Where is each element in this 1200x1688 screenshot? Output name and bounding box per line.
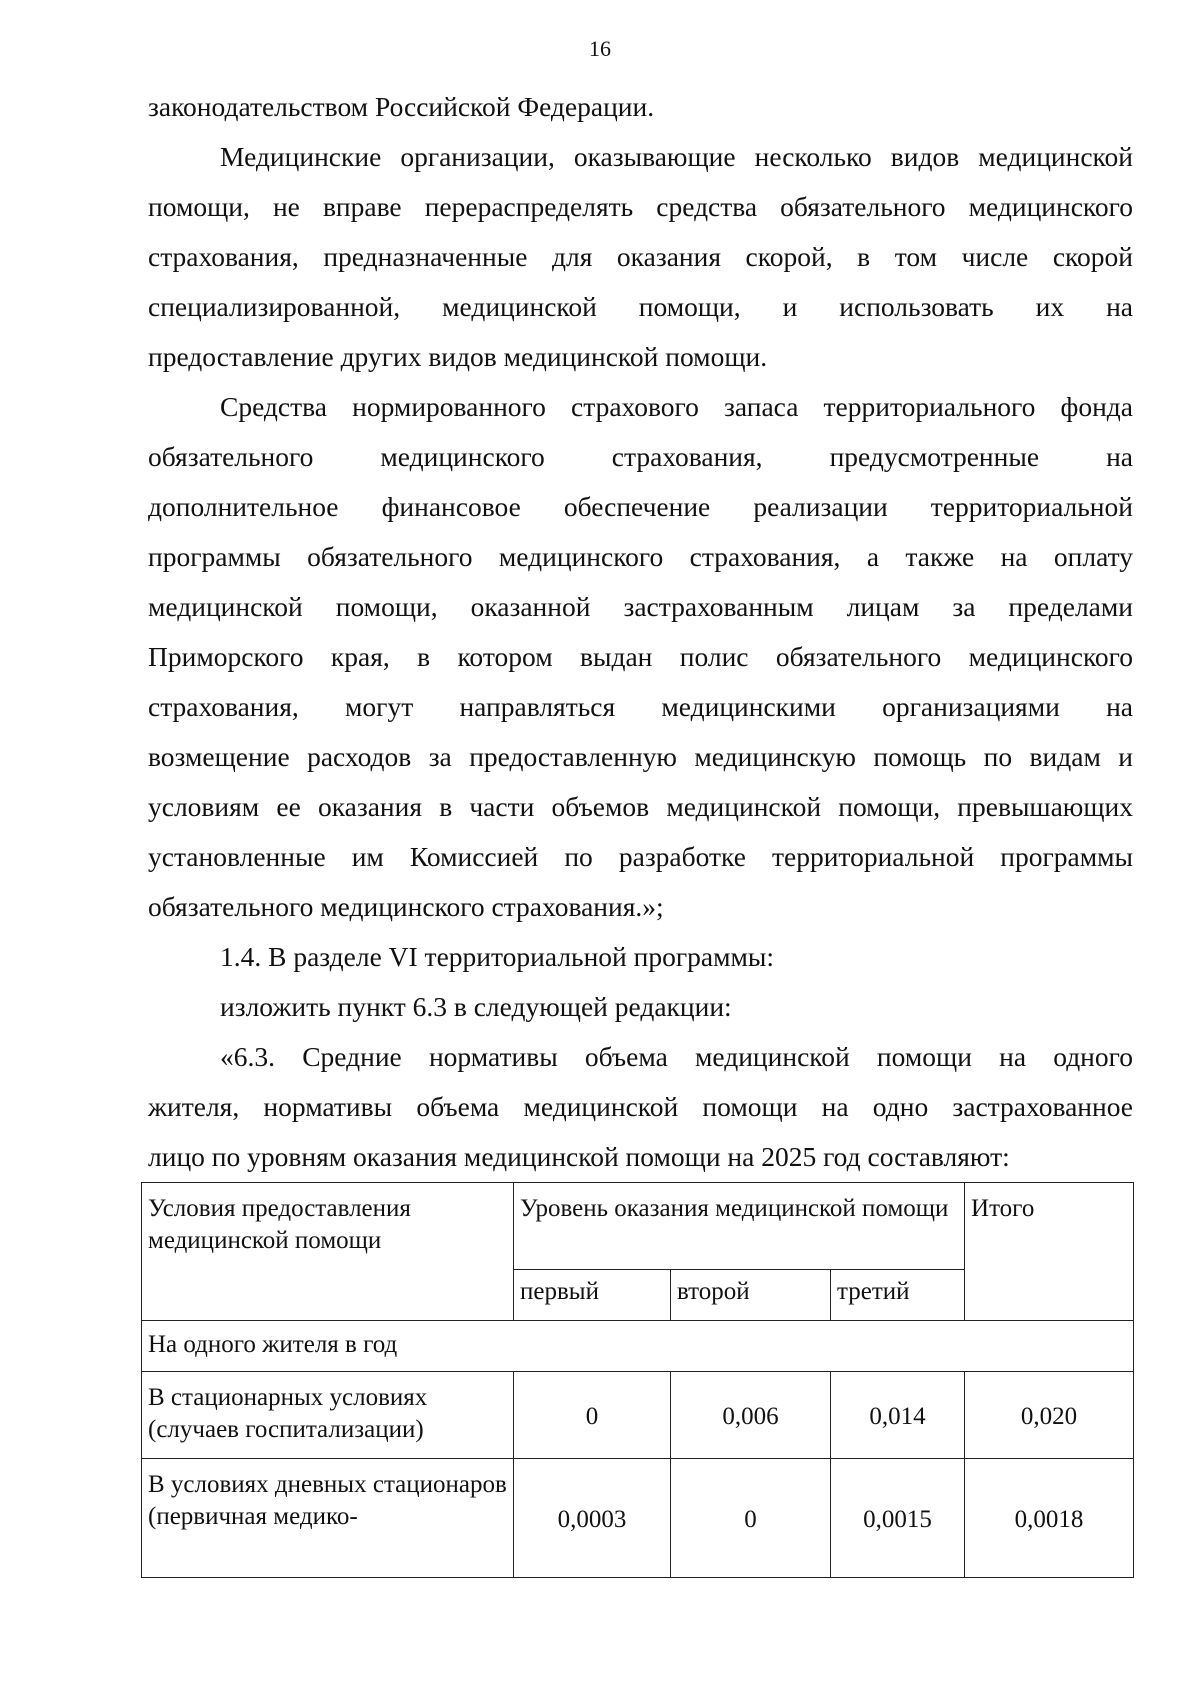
norms-table [141,1182,1134,1578]
cell-second: 0,006 [671,1372,831,1459]
text-line: медицинской помощи, оказанной застрахованным лицам за пределами [148,591,1133,622]
text-line: обязательного медицинского страхования.»; [148,891,664,922]
row-label: В стационарных условиях (случаев госпитализации) [142,1372,514,1459]
text-line: жителя, нормативы объема медицинской помощи на одно застрахованное [148,1091,1133,1122]
text-line: предоставление других видов медицинской помощи. [148,341,768,372]
text-line: обязательного медицинского страхования, предусмотренные на [148,441,1133,472]
paragraph-5 [148,982,1133,1032]
cell-first: 0,0003 [514,1459,671,1578]
text-line: изложить пункт 6.3 в следующей редакции: [220,991,732,1022]
paragraph-4 [148,932,1133,982]
text-line: возмещение расходов за предоставленную медицинскую помощь по видам и [148,741,1133,772]
page-number: 16 [589,36,611,61]
text-line: помощи, не вправе перераспределять средства обязательного медицинского [148,191,1133,222]
paragraph-3 [148,382,1133,932]
text-line: Медицинские организации, оказывающие несколько видов медицинской [220,141,1133,172]
document-body [148,82,1133,1182]
section-label: На одного жителя в год [142,1321,1134,1372]
header-total: Итого [965,1183,1134,1321]
table-header-row [142,1183,1134,1270]
header-conditions: Условия предоставления медицинской помощи [142,1183,514,1321]
text-line: дополнительное финансовое обеспечение реализации территориальной [148,491,1133,522]
cell-third: 0,0015 [831,1459,965,1578]
table-row [142,1459,1134,1578]
header-level: Уровень оказания медицинской помощи [514,1183,965,1270]
cell-total: 0,020 [965,1372,1134,1459]
paragraph-6 [148,1032,1133,1182]
text-line: «6.3. Средние нормативы объема медицинской помощи на одного [220,1041,1133,1072]
text-line: Средства нормированного страхового запаса территориального фонда [220,391,1133,422]
cell-first: 0 [514,1372,671,1459]
text-line: Приморского края, в котором выдан полис обязательного медицинского [148,641,1133,672]
cell-total: 0,0018 [965,1459,1134,1578]
text-line: условиям ее оказания в части объемов медицинской помощи, превышающих [148,791,1133,822]
table-row [142,1372,1134,1459]
row-label: В условиях дневных стационаров (первичная медико- [142,1459,514,1578]
header-level-third: третий [831,1270,965,1321]
header-level-second: второй [671,1270,831,1321]
text-line: страхования, могут направляться медицинскими организациями на [148,691,1133,722]
text-line: 1.4. В разделе VI территориальной программы: [220,941,775,972]
text-line: страхования, предназначенные для оказания скорой, в том числе скорой [148,241,1133,272]
cell-third: 0,014 [831,1372,965,1459]
text-line: специализированной, медицинской помощи, и использовать их на [148,291,1133,322]
paragraph-2 [148,132,1133,382]
text-line: программы обязательного медицинского страхования, а также на оплату [148,541,1133,572]
text-line: лицо по уровням оказания медицинской помощи на 2025 год составляют: [148,1141,1010,1172]
header-level-first: первый [514,1270,671,1321]
text-line: установленные им Комиссией по разработке территориальной программы [148,841,1133,872]
cell-second: 0 [671,1459,831,1578]
text-line: законодательством Российской Федерации. [148,91,655,122]
table-section-row [142,1321,1134,1372]
paragraph-1 [148,82,1133,132]
